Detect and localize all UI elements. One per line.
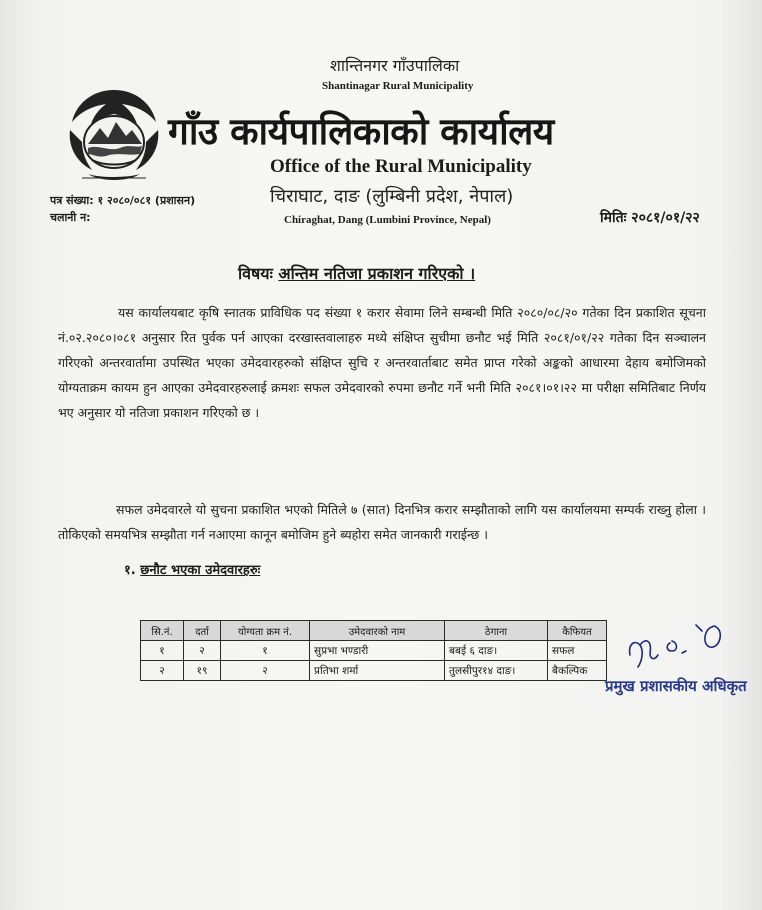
reference-number: पत्र संख्या: १ २०८०/०८१ (प्रशासन) [50, 194, 196, 207]
cell-reg: २ [184, 641, 221, 661]
col-header-rank: योग्यता क्रम नं. [221, 621, 310, 641]
address-np: चिराघाट, दाङ (लुम्बिनी प्रदेश, नेपाल) [270, 186, 514, 207]
section-title: छनौट भएका उमेदवारहरुः [140, 563, 261, 578]
col-header-sn: सि.नं. [141, 621, 184, 641]
signature-icon [620, 615, 750, 677]
municipality-name-en: Shantinagar Rural Municipality [322, 80, 474, 92]
subject-label: विषयः [238, 264, 273, 283]
col-header-address: ठेगाना [445, 621, 548, 641]
cell-name: प्रतिभा शर्मा [310, 661, 445, 681]
cell-remarks: सफल [548, 641, 607, 661]
candidates-table [140, 620, 607, 681]
col-header-name: उमेदवारको नाम [310, 621, 445, 641]
cell-sn: १ [141, 641, 184, 661]
cell-address: बबई ६ दाङ। [445, 641, 548, 661]
table-header-row [141, 621, 607, 641]
cell-reg: १९ [184, 661, 221, 681]
dispatch-number: चलानी न: [50, 211, 91, 224]
subject-line [238, 262, 475, 284]
cell-rank: १ [221, 641, 310, 661]
col-header-reg: दर्ता [184, 621, 221, 641]
body-paragraph-2: सफल उमेदवारले यो सुचना प्रकाशित भएको मितिले ७ (सात) दिनभित्र करार सम्झौताको लागि यस कार्यालयमा सम्पर्क राख्नु होला । तोकिएको समयभित्र सम्झौता गर्न नआएमा कानून बमोजिम हुने ब्यहोरा समेत जानकारी गराईन्छ । [58, 502, 706, 542]
cell-name: सुप्रभा भण्डारी [310, 641, 445, 661]
col-header-remarks: कैफियत [548, 621, 607, 641]
table-row [141, 641, 607, 661]
subject-text: अन्तिम नतिजा प्रकाशन गरिएको । [278, 264, 476, 283]
letter-date: मितिः २०८१/०१/२२ [600, 210, 700, 226]
cell-remarks: बैकल्पिक [548, 661, 607, 681]
cell-sn: २ [141, 661, 184, 681]
office-title-en: Office of the Rural Municipality [270, 156, 532, 177]
body-paragraph-1: यस कार्यालयबाट कृषि स्नातक प्राविधिक पद संख्या १ करार सेवामा लिने सम्बन्धी मिति २०८०/०८/२० गतेका दिन प्रकाशित सूचना नं.०२.२०८०।०८१ अनुसार रित पुर्वक पर्न आएका दरखास्तवालाहरु मध्ये संक्षिप्त सुचीमा छनौट भई मिति २०८१/०१/२२ गतेका दिन सञ्चालन गरिएको अन्तरवार्तामा उपस्थित भएका उमेदवारहरुको संक्षिप्त सुचि र अन्तरवार्ताबाट समेत प्राप्त गरेको अङ्कको आधारमा देहाय बमोजिमको योग्यताक्रम कायम हुन आएका उमेदवारहरुलाई क्रमशः सफल उमेदवारको रुपमा छनौट गर्ने भनी मिति २०८१।०१।२२ मा परीक्षा समितिबाट निर्णय भए अनुसार यो नतिजा प्रकाशन गरिएको छ । [58, 305, 706, 420]
cell-address: तुलसीपुर१४ दाङ। [445, 661, 548, 681]
municipality-name-np: शान्तिनगर गाँउपालिका [330, 56, 460, 75]
municipality-emblem-icon [62, 82, 166, 186]
table-row [141, 661, 607, 681]
section-number: १. [124, 563, 136, 578]
cell-rank: २ [221, 661, 310, 681]
signatory-title: प्रमुख प्रशासकीय अधिकृत [605, 677, 747, 695]
address-en: Chiraghat, Dang (Lumbini Province, Nepal) [284, 214, 491, 226]
section-heading [124, 560, 260, 578]
office-title-np: गाँउ कार्यपालिकाको कार्यालय [168, 110, 554, 153]
